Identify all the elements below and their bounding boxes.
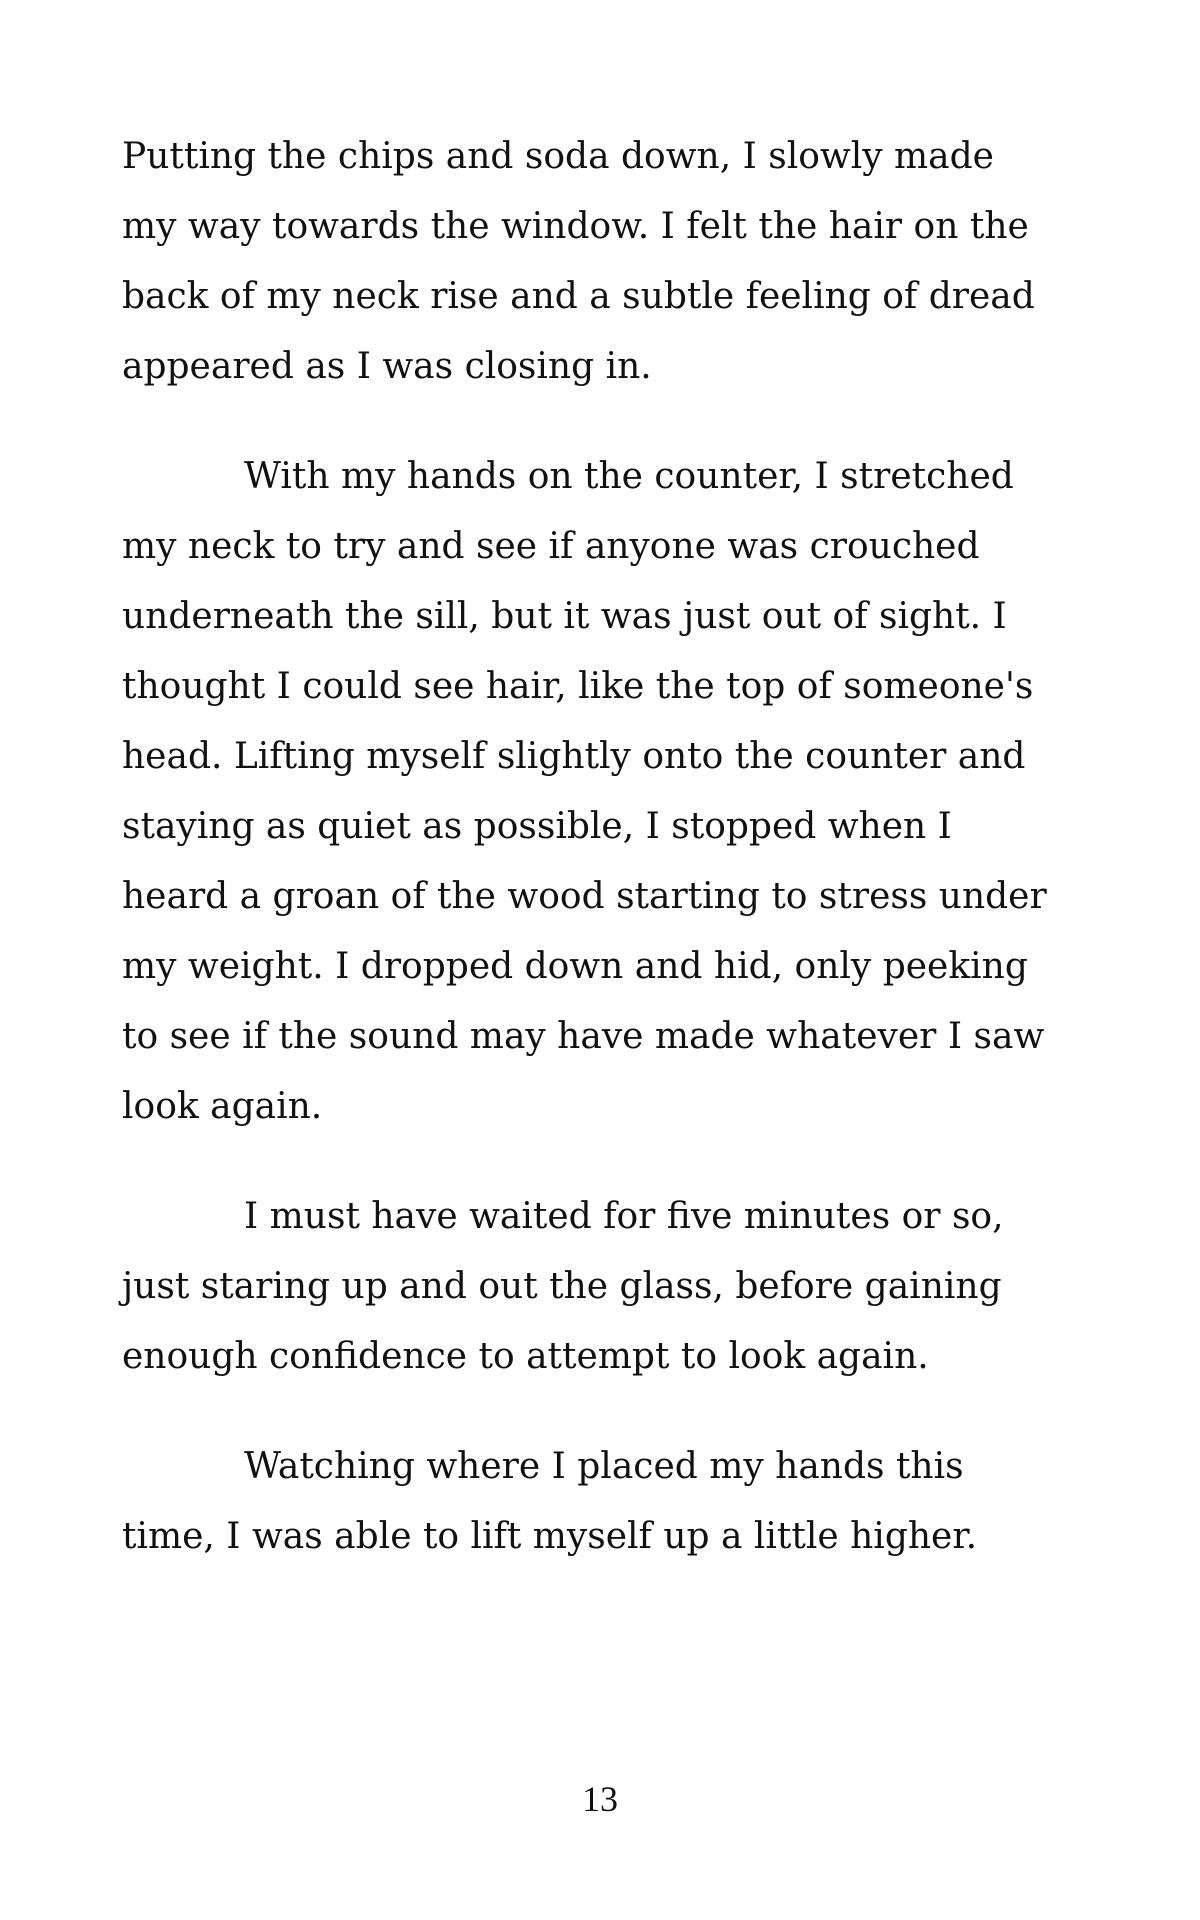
text-line: Watching where I placed my hands this [244, 1446, 964, 1487]
text-line: heard a groan of the wood starting to stress under [122, 876, 1047, 917]
text-line: I must have waited for five minutes or so, [244, 1196, 1004, 1237]
text-line: With my hands on the counter, I stretched [244, 456, 1014, 497]
text-line: appeared as I was closing in. [122, 346, 652, 387]
text-line: just staring up and out the glass, before gaining [122, 1266, 1002, 1307]
text-line: underneath the sill, but it was just out of sight. I [122, 596, 1007, 637]
text-line: my way towards the window. I felt the hair on the [122, 206, 1029, 247]
paragraph [122, 442, 1112, 1142]
text-line: my neck to try and see if anyone was crouched [122, 526, 980, 567]
page-number: 13 [582, 1779, 618, 1819]
text-line: look again. [122, 1086, 323, 1127]
text-line: staying as quiet as possible, I stopped when I [122, 806, 952, 847]
text-line: time, I was able to lift myself up a little higher. [122, 1516, 978, 1557]
body-text [122, 122, 1112, 1612]
text-line: head. Lifting myself slightly onto the counter and [122, 736, 1026, 777]
text-line: Putting the chips and soda down, I slowly made [122, 136, 994, 177]
paragraph [122, 122, 1112, 402]
text-line: to see if the sound may have made whatever I saw [122, 1016, 1045, 1057]
paragraph [122, 1182, 1112, 1392]
text-line: thought I could see hair, like the top of someone's [122, 666, 1034, 707]
paragraph [122, 1432, 1112, 1572]
text-line: enough confidence to attempt to look again. [122, 1336, 929, 1377]
text-line: back of my neck rise and a subtle feeling of dread [122, 276, 1035, 317]
text-line: my weight. I dropped down and hid, only peeking [122, 946, 1028, 987]
